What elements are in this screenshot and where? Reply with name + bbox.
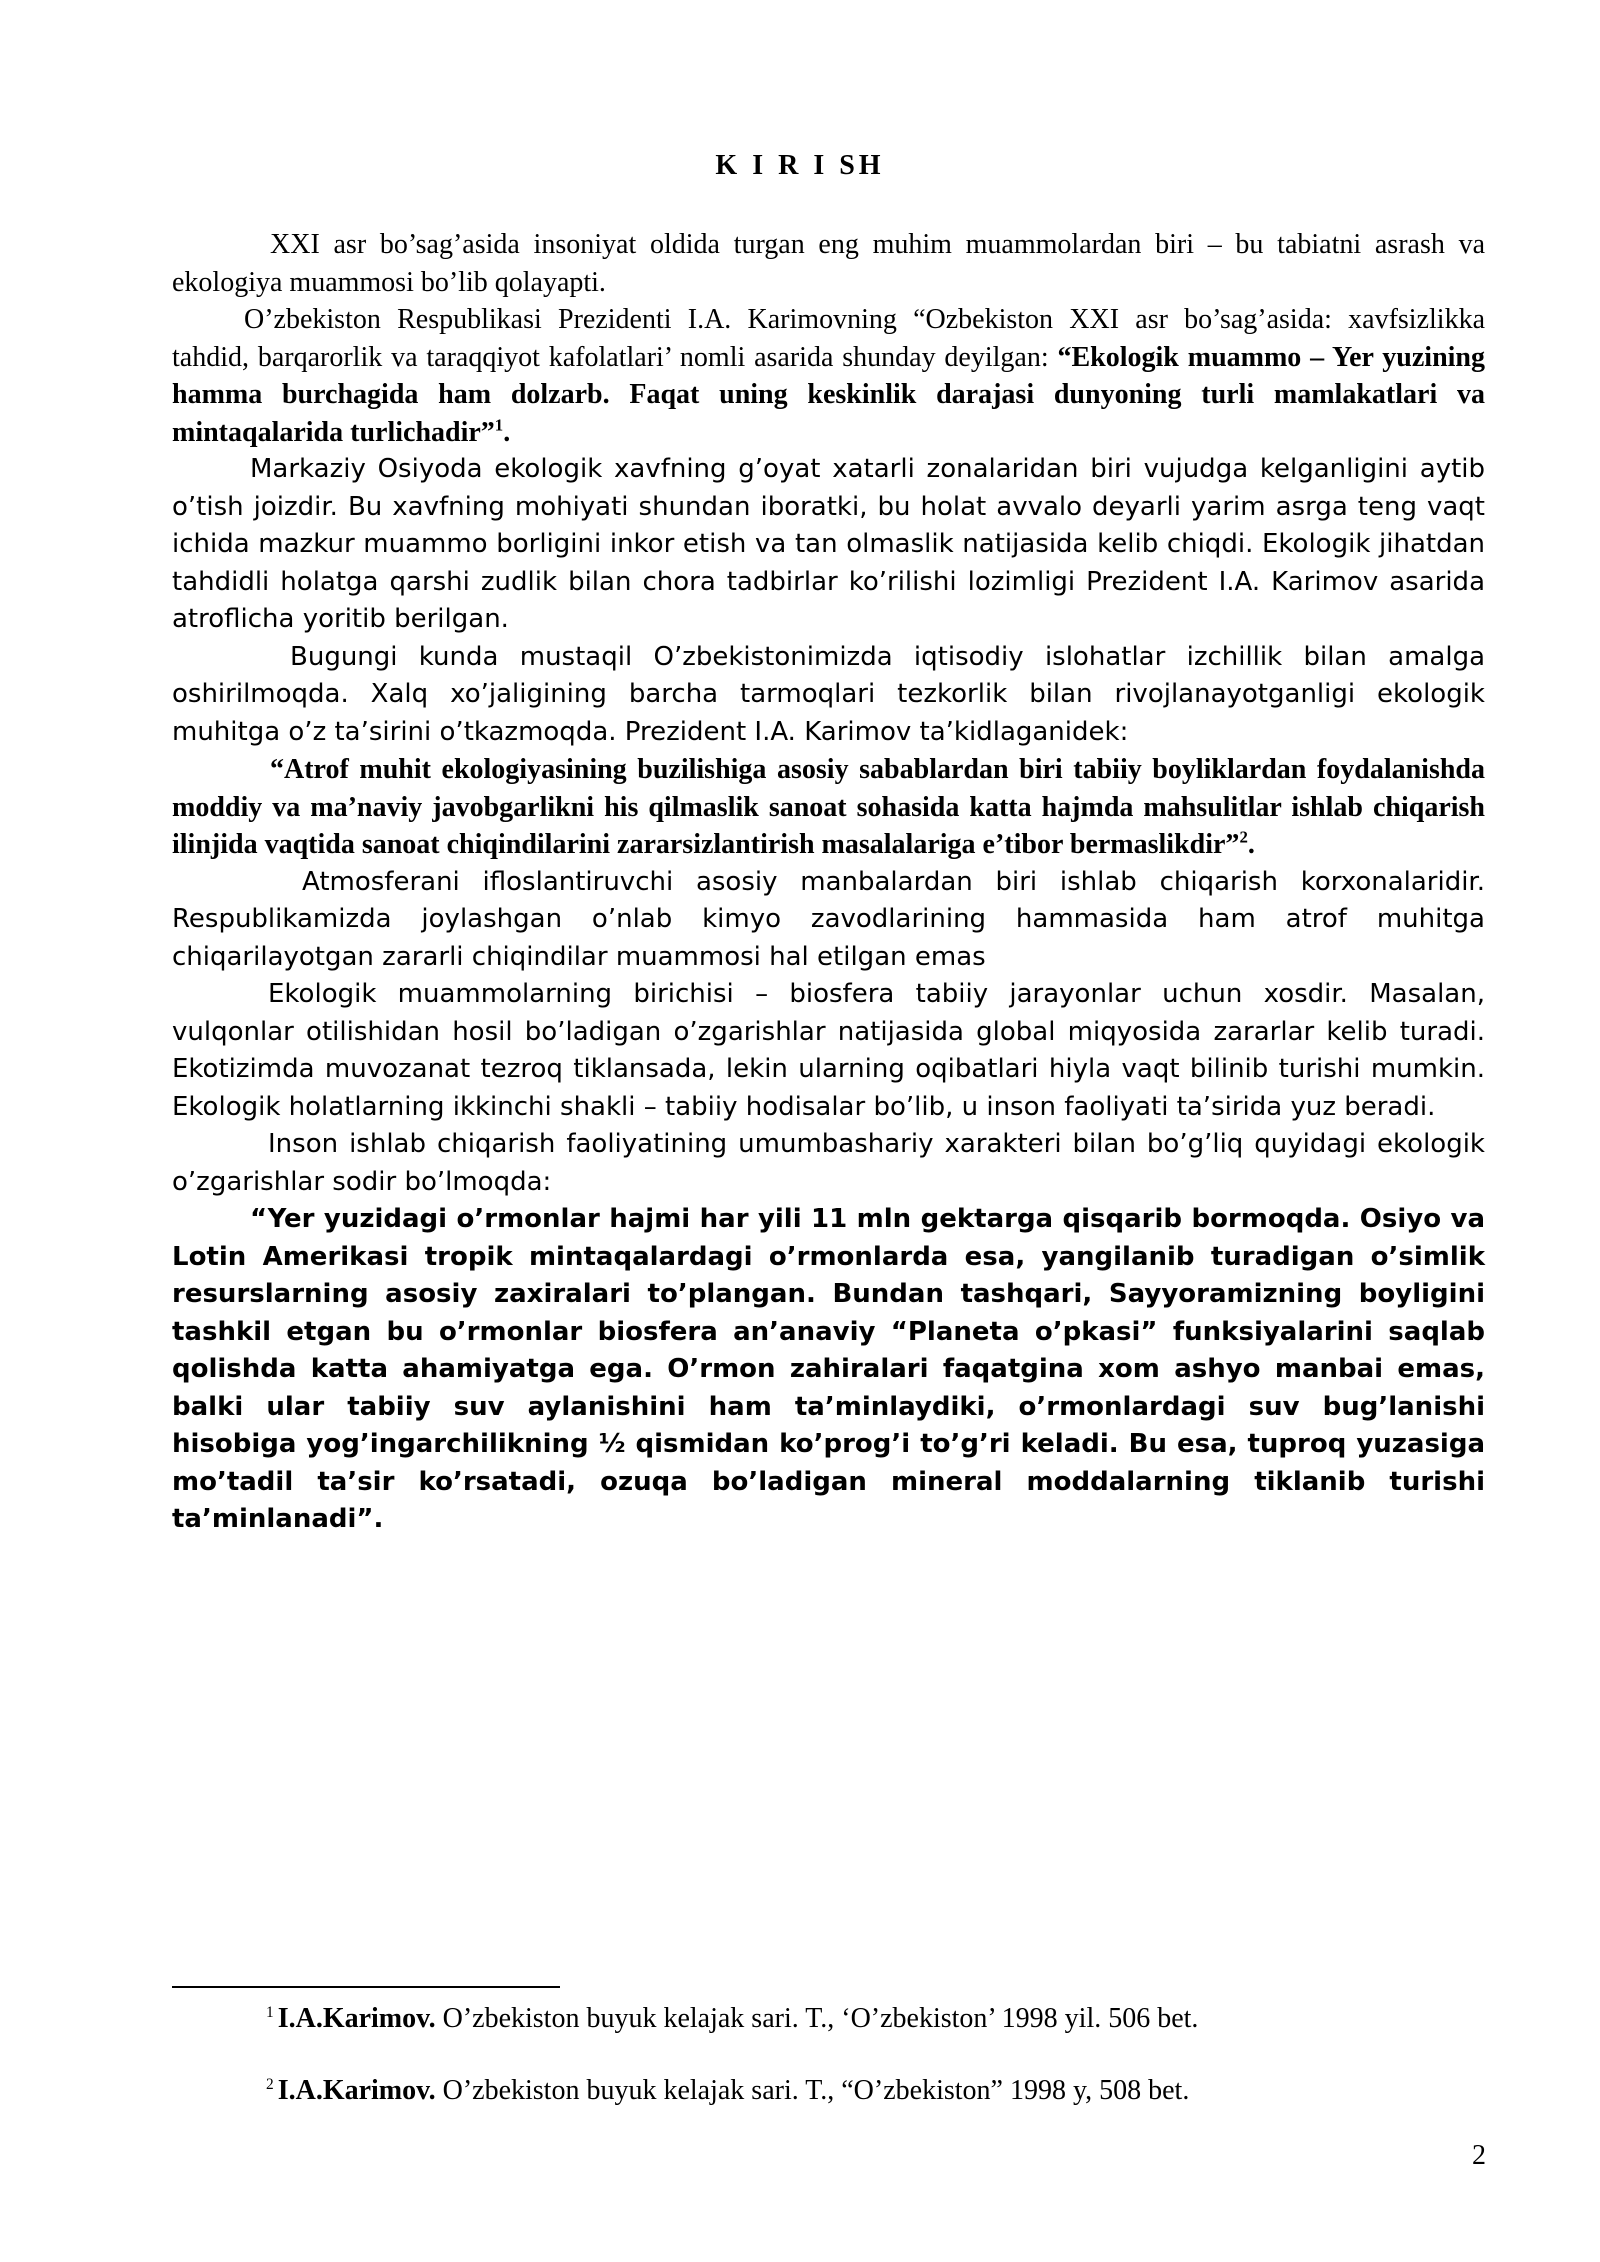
footnote-2 — [266, 2074, 1466, 2108]
paragraph-8: Inson ishlab chiqarish faoliyatining umumbashariy xarakteri bilan bo’g’liq quyidagi ekologik o’zgarishlar sodir bo’lmoqda: — [172, 1129, 1485, 1197]
paragraph-5 — [172, 751, 1485, 864]
paragraph-6: Atmosferani ifloslantiruvchi asosiy manbalardan biri ishlab chiqarish korxonalaridir. Respublikamizda joylashgan o’nlab kimyo zavodlarining hammasida ham atrof muhitga chiqarilayotgan zararli chiqindilar muammosi hal etilgan emas — [172, 866, 1485, 972]
footnote-2-text: O’zbekiston buyuk kelajak sari. T., “O’zbekiston” 1998 y, 508 bet. — [435, 2075, 1190, 2106]
paragraph-7: Ekologik muammolarning birichisi – biosfera tabiiy jarayonlar uchun xosdir. Masalan, vulqonlar otilishidan hosil bo’ladigan o’zgarishlar natijasida global miqyosida zararlar kelib turadi. Ekotizimda muvozanat tezroq tiklansada, lekin ularning oqibatlari hiyla vaqt bilinib turishi mumkin. Ekologik holatlarning ikkinchi shakli – tabiiy hodisalar bo’lib, u inson faoliyati ta’sirida yuz beradi. — [172, 979, 1485, 1122]
footnote-separator — [172, 1986, 560, 1988]
paragraph-2-text: O’zbekiston Respublikasi Prezidenti I.A. Karimovning “Ozbekiston XXI asr bo’sag’asida: xavfsizlikka tahdid, barqarorlik va taraqqiyot kafolatlari’ nomli asarida shunday deyilgan: — [172, 304, 1485, 373]
page-title: K I R I SH — [715, 150, 885, 181]
paragraph-2-end: . — [503, 416, 511, 448]
paragraph-9: “Yer yuzidagi o’rmonlar hajmi har yili 11 mln gektarga qisqarib bormoqda. Osiyo va Lotin Amerikasi tropik mintaqalardagi o’rmonlarda esa, yangilanib turadigan o’simlik resurslarning asosiy zaxiralari to’plangan. Bundan tashqari, Sayyoramizning boyligini tashkil etgan bu o’rmonlar biosfera an’anaviy “Planeta o’pkasi” funksiyalarini saqlab qolishda katta ahamiyatga ega. O’rmon zahiralari faqatgina xom ashyo manbai emas, balki ular tabiiy suv aylanishini ham ta’minlaydiki, o’rmonlardagi suv bug’lanishi hisobiga yog’ingarchilikning ½ qismidan ko’prog’i to’g’ri keladi. Bu esa, tuproq yuzasiga mo’tadil ta’sir ko’rsatadi, ozuqa bo’ladigan mineral moddalarning tiklanib turishi ta’minlanadi”. — [172, 1204, 1485, 1534]
paragraph-1: XXI asr bo’sag’asida insoniyat oldida turgan eng muhim muammolardan biri – bu tabiatni asrash va ekologiya muammosi bo’lib qolayapti. — [172, 229, 1485, 298]
footnote-1-text: O’zbekiston buyuk kelajak sari. T., ‘O’zbekiston’ 1998 yil. 506 bet. — [435, 2003, 1199, 2034]
body-text — [172, 226, 1485, 1539]
paragraph-4: Bugungi kunda mustaqil O’zbekistonimizda iqtisodiy islohatlar izchillik bilan amalga oshirilmoqda. Xalq xo’jaligining barcha tarmoqlari tezkorlik bilan rivojlanayotganligi ekologik muhitga o’z ta’sirini o’tkazmoqda. Prezident I.A. Karimov ta’kidlaganidek: — [172, 641, 1485, 747]
footnote-2-author: I.A.Karimov. — [277, 2075, 436, 2106]
footnote-1-author: I.A.Karimov. — [277, 2003, 436, 2034]
paragraph-2-quote: “Ekologik muammo – Yer yuzining hamma burchagida ham dolzarb. Faqat uning keskinlik darajasi dunyoning turli mamlakatlari va mintaqalarida turlichadir” — [172, 341, 1485, 448]
footnote-2-marker: 2 — [266, 2075, 274, 2093]
paragraph-2 — [172, 301, 1485, 451]
footnote-1-marker: 1 — [266, 2003, 274, 2021]
paragraph-5-end: . — [1247, 829, 1255, 860]
paragraph-3: Markaziy Osiyoda ekologik xavfning g’oyat xatarli zonalaridan biri vujudga kelganligini aytib o’tish joizdir. Bu xavfning mohiyati shundan iboratki, bu holat avvalo deyarli yarim asrga teng vaqt ichida mazkur muammo borligini inkor etish va tan olmaslik natijasida kelib chiqdi. Ekologik jihatdan tahdidli holatga qarshi zudlik bilan chora tadbirlar ko’rilishi lozimligi Prezident I.A. Karimov asarida atroflicha yoritib berilgan. — [172, 454, 1485, 634]
footnote-ref-2: 2 — [1239, 827, 1248, 847]
paragraph-5-quote: “Atrof muhit ekologiyasining buzilishiga asosiy sabablardan biri tabiiy boyliklardan foydalanishda moddiy va ma’naviy javobgarlikni his qilmaslik sanoat sohasida katta hajmda mahsulitlar ishlab chiqarish ilinjida vaqtida sanoat chiqindilarini zararsizlantirish masalalariga e’tibor bermaslikdir” — [172, 754, 1485, 860]
footnote-ref-1: 1 — [494, 415, 504, 435]
page-number: 2 — [1472, 2140, 1486, 2171]
footnote-1 — [266, 2002, 1466, 2036]
